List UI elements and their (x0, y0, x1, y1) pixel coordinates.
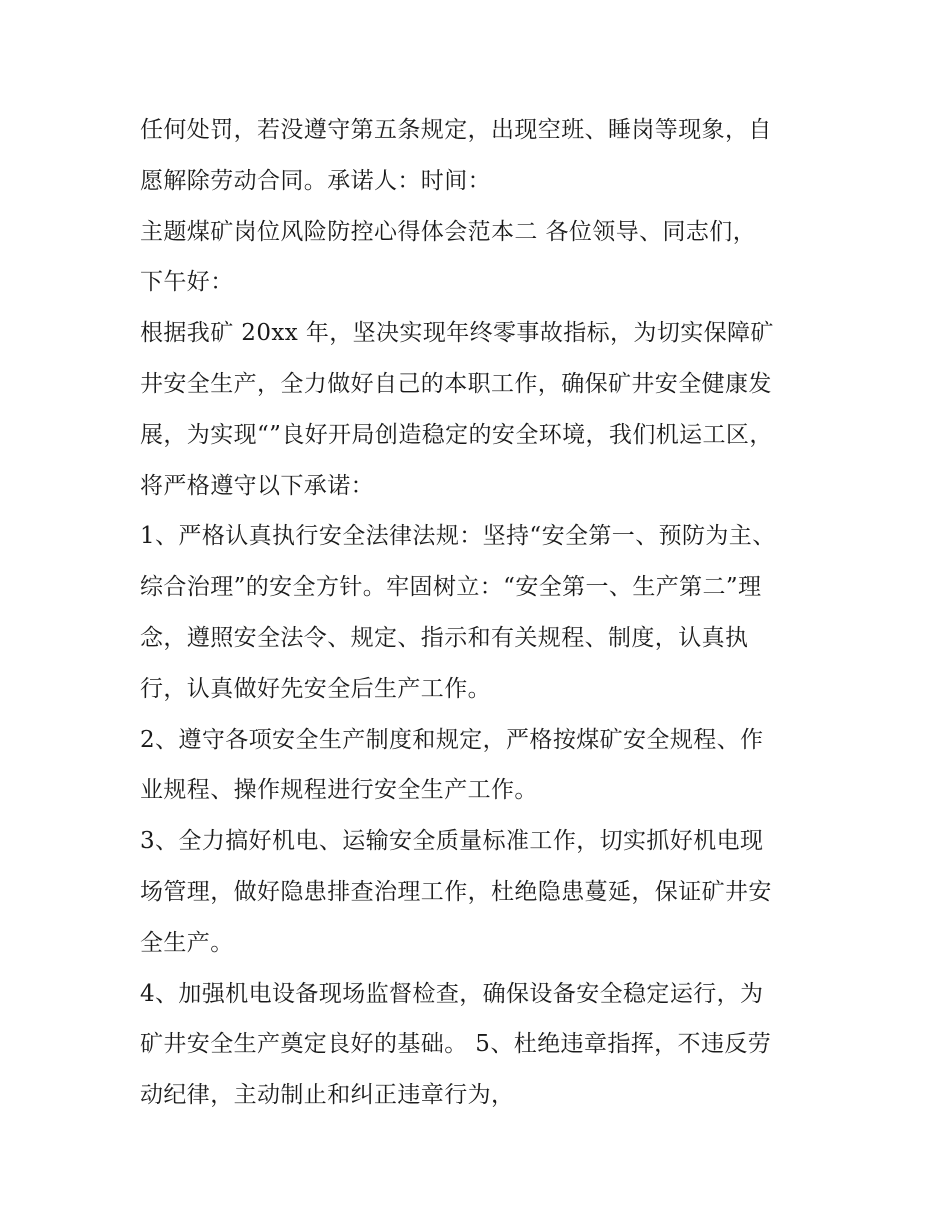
text-line: 展，为实现“”良好开局创造稳定的安全环境，我们机运工区， (140, 421, 773, 448)
text-line: 业规程、操作规程进行安全生产工作。 (140, 777, 538, 804)
text-line: 根据我矿 20xx 年，坚决实现年终零事故指标，为切实保障矿 (140, 320, 774, 347)
text-line: 念，遵照安全法令、规定、指示和有关规程、制度，认真执 (140, 624, 749, 651)
text-line: 任何处罚，若没遵守第五条规定，出现空班、睡岗等现象，自 (140, 117, 772, 143)
text-line: 主题煤矿岗位风险防控心得体会范本二 各位领导、同志们， (140, 218, 757, 245)
text-line: 场管理，做好隐患排查治理工作，杜绝隐患蔓延，保证矿井安 (140, 878, 772, 905)
text-line: 矿井安全生产奠定良好的基础。 5、杜绝违章指挥，不违反劳 (140, 1031, 772, 1058)
text-line: 2、遵守各项安全生产制度和规定，严格按煤矿安全规程、作 (140, 726, 764, 753)
text-line: 动纪律，主动制止和纠正违章行为， (140, 1082, 515, 1109)
text-line: 1、严格认真执行安全法律法规：坚持“安全第一、预防为主、 (140, 523, 776, 550)
text-line: 综合治理”的安全方针。牢固树立：“安全第一、生产第二”理 (140, 574, 762, 601)
text-line: 将严格遵守以下承诺： (140, 472, 374, 499)
document-body (140, 105, 820, 1121)
text-line: 行，认真做好先安全后生产工作。 (140, 675, 491, 702)
text-line: 3、全力搞好机电、运输安全质量标准工作，切实抓好机电现 (140, 828, 764, 855)
text-line: 全生产。 (140, 929, 234, 956)
text-line: 井安全生产，全力做好自己的本职工作，确保矿井安全健康发 (140, 370, 772, 397)
text-line: 下午好： (140, 269, 234, 296)
text-line: 4、加强机电设备现场监督检查，确保设备安全稳定运行，为 (140, 980, 764, 1007)
text-line: 愿解除劳动合同。承诺人：时间： (140, 167, 491, 194)
